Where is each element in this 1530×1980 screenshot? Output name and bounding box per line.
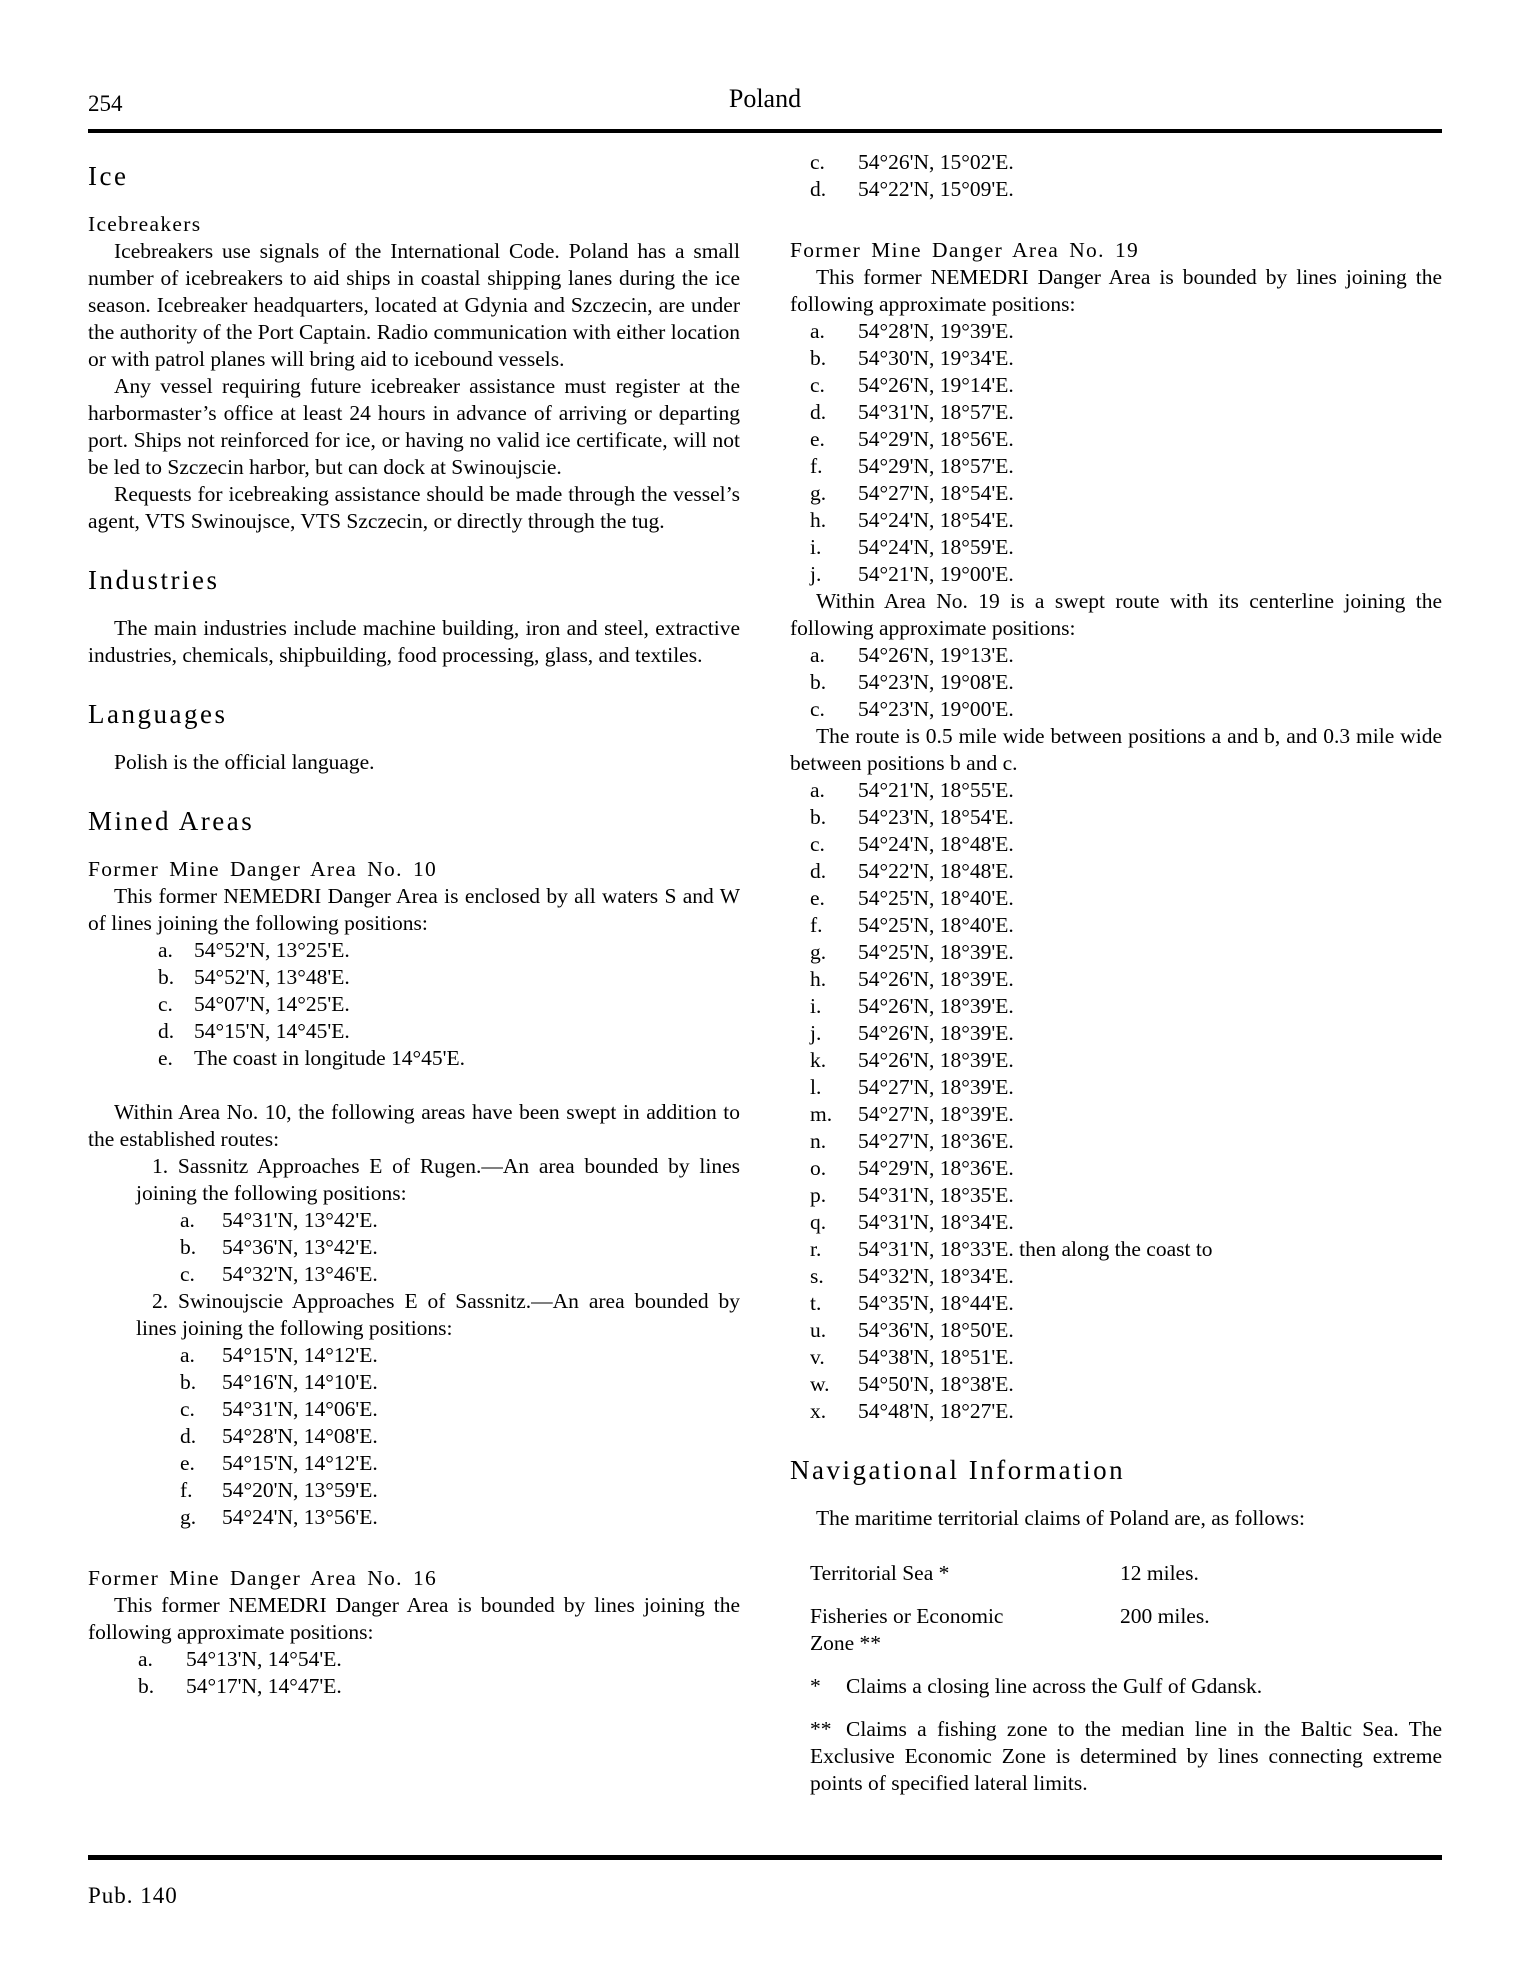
position-row	[810, 966, 1442, 993]
position-label: r.	[810, 1237, 822, 1261]
position-label: a.	[810, 643, 825, 667]
position-label: m.	[810, 1102, 833, 1126]
position-coordinates: 54°29'N, 18°36'E.	[858, 1156, 1014, 1180]
position-row	[180, 1369, 740, 1396]
position-row	[810, 1398, 1442, 1425]
section-heading-ice: Ice	[88, 161, 129, 191]
subsection-heading-icebreakers: Icebreakers	[88, 212, 202, 236]
position-coordinates: 54°21'N, 18°55'E.	[858, 778, 1014, 802]
position-coordinates: 54°31'N, 18°33'E. then along the coast to	[858, 1237, 1213, 1261]
position-coordinates: 54°48'N, 18°27'E.	[858, 1399, 1014, 1423]
position-list-area-19-boundary	[790, 777, 1442, 1425]
position-coordinates: 54°26'N, 19°13'E.	[858, 643, 1014, 667]
position-coordinates: 54°28'N, 19°39'E.	[858, 319, 1014, 343]
position-row	[810, 1074, 1442, 1101]
position-row	[810, 939, 1442, 966]
position-label: g.	[810, 940, 827, 964]
paragraph-route-width-note: The route is 0.5 mile wide between positions a and b, and 0.3 mile wide between positions b and c.	[790, 724, 1442, 775]
position-coordinates: 54°24'N, 18°54'E.	[858, 508, 1014, 532]
position-label: f.	[810, 454, 823, 478]
position-row	[810, 534, 1442, 561]
position-row	[180, 1504, 740, 1531]
position-list-area-16-left	[88, 1646, 740, 1700]
position-row	[158, 1018, 740, 1045]
position-coordinates: 54°17'N, 14°47'E.	[186, 1674, 342, 1698]
subsection-heading-area-10: Former Mine Danger Area No. 10	[88, 857, 438, 881]
position-coordinates: 54°26'N, 18°39'E.	[858, 994, 1014, 1018]
position-coordinates: 54°32'N, 13°46'E.	[222, 1262, 378, 1286]
position-coordinates: 54°13'N, 14°54'E.	[186, 1647, 342, 1671]
position-label: c.	[810, 373, 825, 397]
footnote	[810, 1673, 1442, 1700]
position-coordinates: 54°36'N, 18°50'E.	[858, 1318, 1014, 1342]
publication-number: Pub. 140	[88, 1883, 178, 1908]
section-heading-mined-areas: Mined Areas	[88, 806, 255, 836]
position-list-area-10	[88, 937, 740, 1072]
position-list-swinoujscie-approaches	[88, 1342, 740, 1531]
position-label: b.	[138, 1674, 155, 1698]
position-row	[158, 1045, 740, 1072]
position-label: j.	[810, 1021, 822, 1045]
position-row	[180, 1450, 740, 1477]
paragraph-area-10-swept-intro: Within Area No. 10, the following areas have been swept in addition to the established routes:	[88, 1100, 740, 1151]
position-label: b.	[810, 346, 827, 370]
position-label: n.	[810, 1129, 827, 1153]
position-coordinates: 54°50'N, 18°38'E.	[858, 1372, 1014, 1396]
position-label: t.	[810, 1291, 822, 1315]
paragraph-languages: Polish is the official language.	[114, 750, 375, 774]
paragraph-icebreakers-2: Any vessel requiring future icebreaker assistance must register at the harbormaster’s office at least 24 hours in advance of arriving or departing port. Ships not reinforced for ice, or having no valid ice certificate, will not be led to Szczecin harbor, but can dock at Swinoujscie.	[88, 374, 740, 479]
position-row	[810, 480, 1442, 507]
position-row	[810, 696, 1442, 723]
position-label: f.	[810, 913, 823, 937]
paragraph-maritime-claims-intro: The maritime territorial claims of Poland are, as follows:	[816, 1506, 1305, 1530]
position-label: e.	[810, 427, 825, 451]
position-label: p.	[810, 1183, 827, 1207]
position-list-area-19	[790, 318, 1442, 588]
position-row	[810, 1317, 1442, 1344]
position-label: b.	[810, 805, 827, 829]
page-header	[88, 84, 1442, 120]
position-label: i.	[810, 994, 822, 1018]
position-row	[810, 777, 1442, 804]
position-label: i.	[810, 535, 822, 559]
position-list-area-19-centerline	[790, 642, 1442, 723]
position-coordinates: 54°29'N, 18°56'E.	[858, 427, 1014, 451]
claim-label: Fisheries or Economic Zone **	[810, 1604, 1004, 1655]
position-coordinates: 54°31'N, 13°42'E.	[222, 1208, 378, 1232]
position-row	[180, 1234, 740, 1261]
claim-value: 200 miles.	[1120, 1604, 1210, 1628]
position-label: g.	[810, 481, 827, 505]
paragraph-area-16-intro: This former NEMEDRI Danger Area is bounded by lines joining the following approximate positions:	[88, 1593, 740, 1644]
position-row	[810, 372, 1442, 399]
position-label: a.	[158, 938, 173, 962]
position-label: h.	[810, 967, 827, 991]
position-coordinates: 54°31'N, 18°35'E.	[858, 1183, 1014, 1207]
position-coordinates: 54°23'N, 19°08'E.	[858, 670, 1014, 694]
position-row	[810, 1101, 1442, 1128]
position-coordinates: 54°27'N, 18°39'E.	[858, 1102, 1014, 1126]
position-label: a.	[180, 1208, 195, 1232]
footnote-marker: **	[810, 1717, 832, 1741]
position-coordinates: 54°26'N, 18°39'E.	[858, 1048, 1014, 1072]
position-coordinates: 54°52'N, 13°48'E.	[194, 965, 350, 989]
claim-row	[810, 1560, 1442, 1587]
position-coordinates: 54°26'N, 18°39'E.	[858, 1021, 1014, 1045]
position-label: a.	[180, 1343, 195, 1367]
section-heading-navigational-information: Navigational Information	[790, 1455, 1126, 1485]
position-coordinates: 54°24'N, 13°56'E.	[222, 1505, 378, 1529]
position-row	[810, 399, 1442, 426]
position-row	[810, 1344, 1442, 1371]
position-row	[810, 1047, 1442, 1074]
position-coordinates: 54°27'N, 18°36'E.	[858, 1129, 1014, 1153]
position-label: v.	[810, 1345, 825, 1369]
position-coordinates: 54°15'N, 14°12'E.	[222, 1343, 378, 1367]
position-row	[810, 1128, 1442, 1155]
paragraph-industries: The main industries include machine building, iron and steel, extractive industries, chemicals, shipbuilding, food processing, glass, and textiles.	[88, 616, 740, 667]
swept-area-2-title: 2. Swinoujscie Approaches E of Sassnitz.—An area bounded by lines joining the following positions:	[136, 1289, 740, 1340]
position-row	[810, 1290, 1442, 1317]
position-coordinates: 54°15'N, 14°12'E.	[222, 1451, 378, 1475]
position-coordinates: 54°26'N, 19°14'E.	[858, 373, 1014, 397]
position-coordinates: 54°29'N, 18°57'E.	[858, 454, 1014, 478]
position-label: k.	[810, 1048, 827, 1072]
paragraph-icebreakers-1: Icebreakers use signals of the International Code. Poland has a small number of icebreakers to aid ships in coastal shipping lanes during the ice season. Icebreaker headquarters, located at Gdynia and Szczecin, are under the authority of the Port Captain. Radio communication with either location or with patrol planes will bring aid to icebound vessels.	[88, 239, 740, 371]
position-row	[810, 453, 1442, 480]
position-coordinates: 54°31'N, 18°57'E.	[858, 400, 1014, 424]
position-coordinates: 54°22'N, 15°09'E.	[858, 177, 1014, 201]
position-coordinates: 54°52'N, 13°25'E.	[194, 938, 350, 962]
position-coordinates: 54°20'N, 13°59'E.	[222, 1478, 378, 1502]
position-coordinates: 54°38'N, 18°51'E.	[858, 1345, 1014, 1369]
position-label: b.	[158, 965, 175, 989]
position-row	[810, 426, 1442, 453]
position-label: b.	[810, 670, 827, 694]
position-row	[810, 1263, 1442, 1290]
claim-label: Territorial Sea *	[810, 1561, 950, 1585]
two-column-body	[88, 149, 1442, 1813]
position-row	[180, 1477, 740, 1504]
position-list-sassnitz-approaches	[88, 1207, 740, 1288]
position-label: h.	[810, 508, 827, 532]
position-coordinates: 54°16'N, 14°10'E.	[222, 1370, 378, 1394]
paragraph-area-10-intro: This former NEMEDRI Danger Area is enclosed by all waters S and W of lines joining the following positions:	[88, 884, 740, 935]
position-row	[180, 1261, 740, 1288]
position-coordinates: 54°23'N, 19°00'E.	[858, 697, 1014, 721]
position-label: d.	[810, 859, 827, 883]
position-label: c.	[158, 992, 173, 1016]
right-column	[790, 149, 1442, 1813]
position-label: a.	[138, 1647, 153, 1671]
subsection-heading-area-19: Former Mine Danger Area No. 19	[790, 238, 1140, 262]
position-row	[810, 669, 1442, 696]
position-label: c.	[810, 150, 825, 174]
position-list-area-16-right	[790, 149, 1442, 203]
position-label: l.	[810, 1075, 822, 1099]
position-coordinates: 54°15'N, 14°45'E.	[194, 1019, 350, 1043]
position-row	[810, 561, 1442, 588]
position-row	[138, 1673, 740, 1700]
position-row	[158, 991, 740, 1018]
position-row	[180, 1207, 740, 1234]
subsection-heading-area-16: Former Mine Danger Area No. 16	[88, 1566, 438, 1590]
position-coordinates: 54°28'N, 14°08'E.	[222, 1424, 378, 1448]
position-label: g.	[180, 1505, 197, 1529]
position-coordinates: 54°26'N, 18°39'E.	[858, 967, 1014, 991]
position-coordinates: 54°26'N, 15°02'E.	[858, 150, 1014, 174]
position-label: d.	[810, 400, 827, 424]
position-row	[810, 858, 1442, 885]
paragraph-area-19-swept-route-intro: Within Area No. 19 is a swept route with its centerline joining the following approximate positions:	[790, 589, 1442, 640]
position-coordinates: 54°23'N, 18°54'E.	[858, 805, 1014, 829]
position-coordinates: 54°27'N, 18°54'E.	[858, 481, 1014, 505]
position-row	[810, 1209, 1442, 1236]
position-label: e.	[180, 1451, 195, 1475]
position-label: f.	[180, 1478, 193, 1502]
position-coordinates: 54°31'N, 14°06'E.	[222, 1397, 378, 1421]
position-coordinates: 54°25'N, 18°40'E.	[858, 913, 1014, 937]
position-coordinates: 54°07'N, 14°25'E.	[194, 992, 350, 1016]
position-row	[810, 318, 1442, 345]
position-row	[810, 176, 1442, 203]
position-label: c.	[810, 697, 825, 721]
page-number: 254	[88, 91, 123, 116]
position-coordinates: 54°30'N, 19°34'E.	[858, 346, 1014, 370]
position-label: w.	[810, 1372, 830, 1396]
footnote-text: Claims a fishing zone to the median line in the Baltic Sea. The Exclusive Economic Zone is determined by lines connecting extreme points of specified lateral limits.	[810, 1717, 1442, 1795]
footnotes	[790, 1673, 1442, 1797]
position-row	[158, 937, 740, 964]
position-coordinates: 54°25'N, 18°40'E.	[858, 886, 1014, 910]
left-column	[88, 149, 740, 1700]
claim-row	[810, 1603, 1442, 1657]
position-coordinates: 54°35'N, 18°44'E.	[858, 1291, 1014, 1315]
position-label: c.	[810, 832, 825, 856]
position-row	[810, 1020, 1442, 1047]
section-heading-industries: Industries	[88, 565, 220, 595]
page-title: Poland	[728, 84, 802, 113]
position-coordinates: The coast in longitude 14°45'E.	[194, 1046, 466, 1070]
position-label: u.	[810, 1318, 827, 1342]
position-label: b.	[180, 1370, 197, 1394]
position-label: d.	[810, 177, 827, 201]
position-label: b.	[180, 1235, 197, 1259]
position-row	[810, 642, 1442, 669]
paragraph-area-19-intro: This former NEMEDRI Danger Area is bounded by lines joining the following approximate positions:	[790, 265, 1442, 316]
position-label: d.	[180, 1424, 197, 1448]
position-label: d.	[158, 1019, 175, 1043]
section-heading-languages: Languages	[88, 699, 228, 729]
position-coordinates: 54°27'N, 18°39'E.	[858, 1075, 1014, 1099]
position-coordinates: 54°32'N, 18°34'E.	[858, 1264, 1014, 1288]
position-coordinates: 54°24'N, 18°48'E.	[858, 832, 1014, 856]
claim-value: 12 miles.	[1120, 1561, 1199, 1585]
maritime-claims-table	[790, 1560, 1442, 1657]
position-label: c.	[180, 1397, 195, 1421]
position-label: s.	[810, 1264, 824, 1288]
header-rule	[88, 129, 1442, 133]
position-row	[810, 993, 1442, 1020]
paragraph-icebreakers-3: Requests for icebreaking assistance should be made through the vessel’s agent, VTS Swinoujsce, VTS Szczecin, or directly through the tug.	[88, 482, 740, 533]
position-row	[138, 1646, 740, 1673]
position-row	[810, 1236, 1442, 1263]
footnote	[810, 1716, 1442, 1797]
position-label: q.	[810, 1210, 827, 1234]
position-coordinates: 54°25'N, 18°39'E.	[858, 940, 1014, 964]
footnote-text: Claims a closing line across the Gulf of Gdansk.	[846, 1674, 1263, 1698]
position-coordinates: 54°21'N, 19°00'E.	[858, 562, 1014, 586]
position-label: c.	[180, 1262, 195, 1286]
swept-area-1-title: 1. Sassnitz Approaches E of Rugen.—An area bounded by lines joining the following positions:	[136, 1154, 740, 1205]
position-row	[810, 1182, 1442, 1209]
position-label: j.	[810, 562, 822, 586]
footer-rule	[88, 1855, 1442, 1860]
position-row	[810, 912, 1442, 939]
position-coordinates: 54°36'N, 13°42'E.	[222, 1235, 378, 1259]
position-row	[810, 149, 1442, 176]
position-row	[810, 804, 1442, 831]
position-row	[810, 885, 1442, 912]
position-row	[810, 1371, 1442, 1398]
position-label: a.	[810, 319, 825, 343]
position-label: o.	[810, 1156, 827, 1180]
position-coordinates: 54°22'N, 18°48'E.	[858, 859, 1014, 883]
position-row	[180, 1423, 740, 1450]
position-row	[180, 1396, 740, 1423]
position-row	[810, 831, 1442, 858]
position-label: a.	[810, 778, 825, 802]
footnote-marker: *	[810, 1674, 821, 1698]
position-label: e.	[158, 1046, 173, 1070]
position-label: x.	[810, 1399, 827, 1423]
position-row	[810, 507, 1442, 534]
position-row	[810, 1155, 1442, 1182]
position-coordinates: 54°24'N, 18°59'E.	[858, 535, 1014, 559]
position-row	[158, 964, 740, 991]
position-row	[180, 1342, 740, 1369]
position-label: e.	[810, 886, 825, 910]
position-row	[810, 345, 1442, 372]
position-coordinates: 54°31'N, 18°34'E.	[858, 1210, 1014, 1234]
